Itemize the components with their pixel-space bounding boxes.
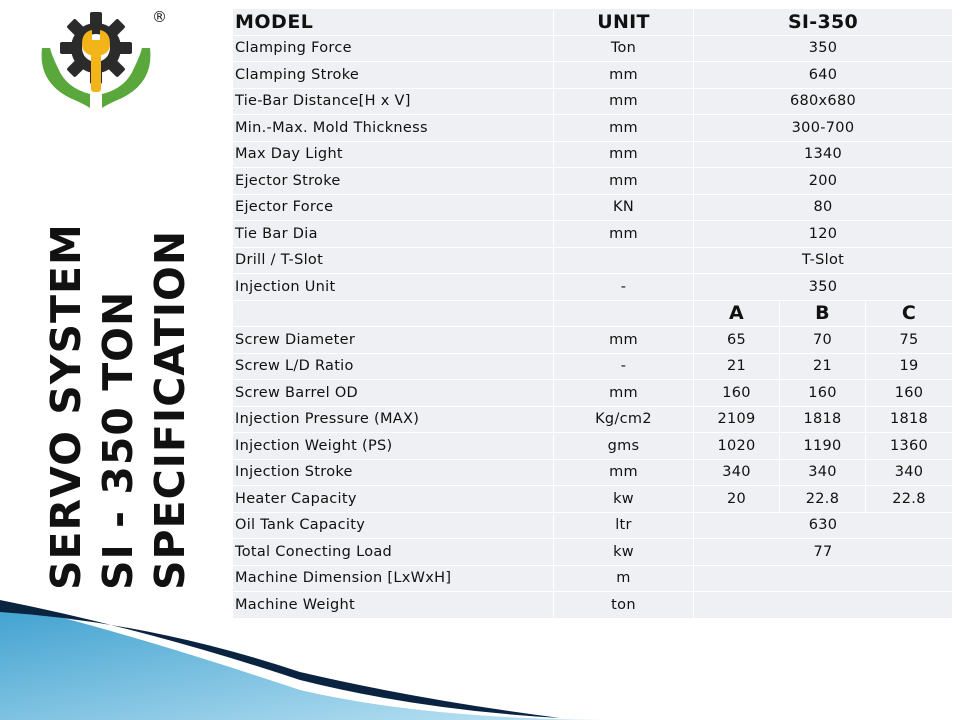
screw-label-c: C [866,300,953,327]
unit-cell: Ton [554,35,694,62]
param-cell: Max Day Light [233,141,554,168]
table-row [233,221,953,248]
vertical-title [40,140,200,590]
value-cell: 630 [694,512,953,539]
unit-cell: kw [554,539,694,566]
param-cell: Clamping Stroke [233,62,554,89]
value-b-cell: 70 [780,327,866,354]
unit-cell: ltr [554,512,694,539]
param-cell: Screw Diameter [233,327,554,354]
value-b-cell: 1190 [780,433,866,460]
param-cell: Total Conecting Load [233,539,554,566]
param-cell: Injection Unit [233,274,554,301]
table-row [233,35,953,62]
param-cell: Ejector Stroke [233,168,554,195]
value-cell: 680x680 [694,88,953,115]
param-cell: Oil Tank Capacity [233,512,554,539]
blank-cell [233,300,554,327]
value-cell [694,565,953,592]
param-cell: Injection Stroke [233,459,554,486]
unit-cell: mm [554,327,694,354]
param-cell: Min.-Max. Mold Thickness [233,115,554,142]
table-row [233,194,953,221]
blank-cell [554,300,694,327]
screw-label-a: A [694,300,780,327]
value-b-cell: 22.8 [780,486,866,513]
table-row [233,327,953,354]
unit-cell: mm [554,88,694,115]
value-cell: 80 [694,194,953,221]
param-cell: Machine Weight [233,592,554,619]
value-cell: 1340 [694,141,953,168]
value-c-cell: 160 [866,380,953,407]
table-row [233,406,953,433]
value-cell [694,592,953,619]
value-cell: 350 [694,274,953,301]
unit-cell: m [554,565,694,592]
value-c-cell: 1360 [866,433,953,460]
param-cell: Screw Barrel OD [233,380,554,407]
value-cell: 300-700 [694,115,953,142]
unit-cell: mm [554,459,694,486]
value-a-cell: 160 [694,380,780,407]
table-row [233,433,953,460]
table-row [233,512,953,539]
unit-cell: gms [554,433,694,460]
unit-cell: mm [554,221,694,248]
param-cell: Clamping Force [233,35,554,62]
table-row [233,62,953,89]
table-row [233,115,953,142]
table-row [233,141,953,168]
param-cell: Screw L/D Ratio [233,353,554,380]
param-cell: Injection Weight (PS) [233,433,554,460]
title-line-2: SI - 350 TON [94,290,142,590]
table-row [233,486,953,513]
unit-cell: mm [554,62,694,89]
unit-cell: mm [554,141,694,168]
param-cell: Injection Pressure (MAX) [233,406,554,433]
registered-mark: ® [152,8,167,26]
table-row [233,247,953,274]
param-cell: Drill / T-Slot [233,247,554,274]
value-c-cell: 1818 [866,406,953,433]
header-model: MODEL [233,9,554,36]
value-c-cell: 22.8 [866,486,953,513]
spec-rows-bottom [233,512,953,618]
value-cell: 77 [694,539,953,566]
spec-rows-screw [233,327,953,513]
screw-size-header-row [233,300,953,327]
value-b-cell: 340 [780,459,866,486]
param-cell: Ejector Force [233,194,554,221]
header-model-value: SI-350 [694,9,953,36]
value-cell: 350 [694,35,953,62]
param-cell: Tie Bar Dia [233,221,554,248]
company-logo [36,8,156,118]
value-a-cell: 1020 [694,433,780,460]
param-cell: Heater Capacity [233,486,554,513]
table-row [233,88,953,115]
value-cell: T-Slot [694,247,953,274]
value-a-cell: 340 [694,459,780,486]
table-row [233,592,953,619]
value-cell: 640 [694,62,953,89]
param-cell: Machine Dimension [LxWxH] [233,565,554,592]
spec-rows-top [233,35,953,300]
unit-cell: KN [554,194,694,221]
unit-cell: - [554,274,694,301]
title-line-1: SERVO SYSTEM [42,223,90,590]
table-row [233,459,953,486]
unit-cell: - [554,353,694,380]
table-row [233,353,953,380]
title-line-3: SPECIFICATION [146,229,194,590]
header-unit: UNIT [554,9,694,36]
table-row [233,565,953,592]
unit-cell [554,247,694,274]
screw-label-b: B [780,300,866,327]
value-cell: 120 [694,221,953,248]
value-c-cell: 340 [866,459,953,486]
value-b-cell: 21 [780,353,866,380]
unit-cell: mm [554,168,694,195]
table-row [233,539,953,566]
value-b-cell: 160 [780,380,866,407]
unit-cell: mm [554,115,694,142]
param-cell: Tie-Bar Distance[H x V] [233,88,554,115]
value-c-cell: 75 [866,327,953,354]
unit-cell: mm [554,380,694,407]
value-b-cell: 1818 [780,406,866,433]
value-a-cell: 21 [694,353,780,380]
value-cell: 200 [694,168,953,195]
table-header-row [233,9,953,36]
unit-cell: Kg/cm2 [554,406,694,433]
value-a-cell: 2109 [694,406,780,433]
value-a-cell: 20 [694,486,780,513]
value-c-cell: 19 [866,353,953,380]
table-row [233,380,953,407]
unit-cell: kw [554,486,694,513]
spec-table [232,8,953,619]
value-a-cell: 65 [694,327,780,354]
unit-cell: ton [554,592,694,619]
table-row [233,168,953,195]
table-row [233,274,953,301]
